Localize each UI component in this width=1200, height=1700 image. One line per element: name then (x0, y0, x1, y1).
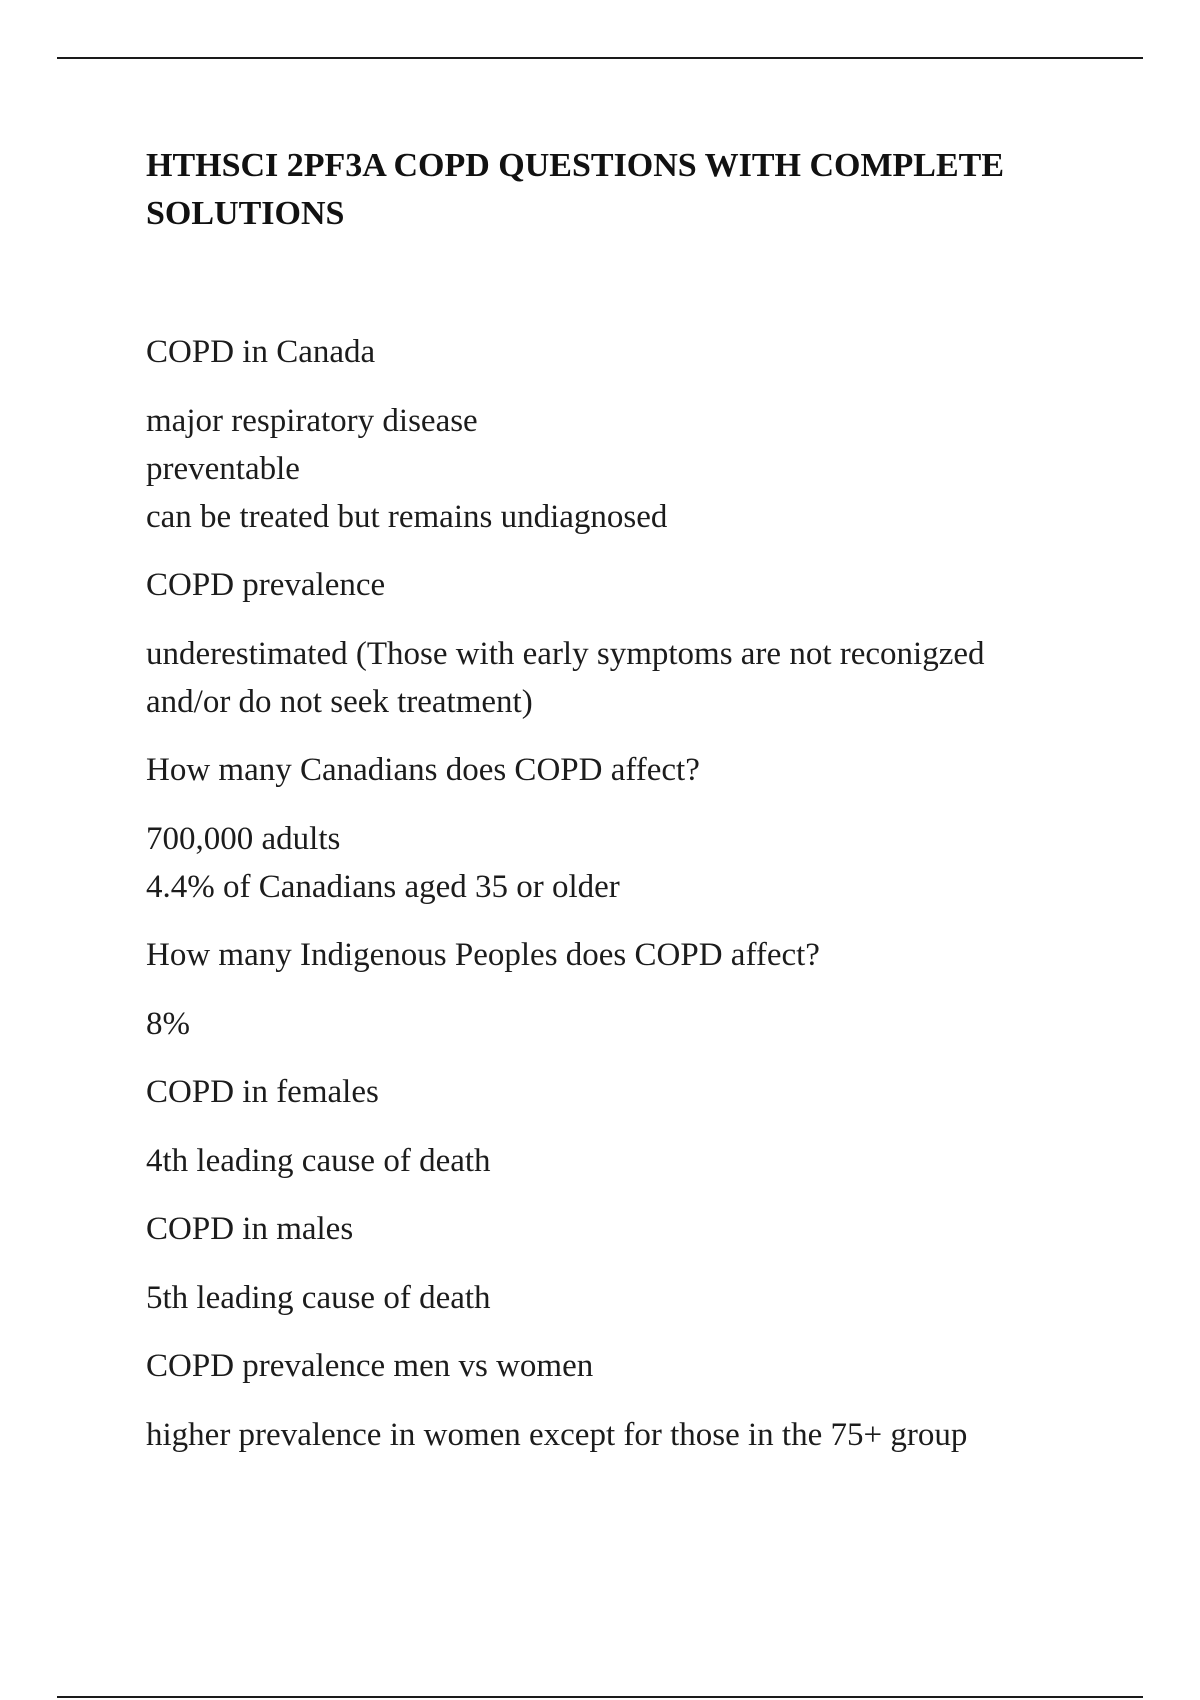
answer-line: preventable (146, 450, 300, 487)
answer-copd-prevalence (146, 630, 1106, 726)
document-title: HTHSCI 2PF3A COPD QUESTIONS WITH COMPLETE SOLUTIONS (146, 147, 1005, 232)
answer-copd-in-canada (146, 397, 1106, 541)
answer-prevalence-men-vs-women (146, 1411, 1106, 1459)
question-copd-in-females: COPD in females (146, 1074, 379, 1110)
question-indigenous-affected: How many Indigenous Peoples does COPD affect? (146, 937, 820, 973)
question-copd-in-males: COPD in males (146, 1211, 354, 1247)
answer-indigenous-affected (146, 1000, 1106, 1048)
answer-canadians-affected (146, 815, 1106, 911)
top-divider (57, 57, 1143, 59)
bottom-divider (57, 1696, 1143, 1698)
answer-line: 5th leading cause of death (146, 1279, 491, 1316)
answer-copd-in-females (146, 1137, 1106, 1185)
question-canadians-affected: How many Canadians does COPD affect? (146, 752, 700, 788)
answer-line: 4th leading cause of death (146, 1142, 491, 1179)
answer-line: higher prevalence in women except for those in the 75+ group (146, 1416, 968, 1453)
answer-line: can be treated but remains undiagnosed (146, 498, 668, 535)
answer-line: major respiratory disease (146, 402, 478, 439)
question-copd-prevalence: COPD prevalence (146, 567, 386, 603)
answer-line: 4.4% of Canadians aged 35 or older (146, 868, 620, 905)
answer-line: underestimated (Those with early symptoms are not reconigzed (146, 635, 985, 672)
question-copd-in-canada: COPD in Canada (146, 334, 376, 370)
answer-line: 700,000 adults (146, 820, 341, 857)
answer-copd-in-males (146, 1274, 1106, 1322)
qa-list (146, 328, 1106, 1479)
answer-line: and/or do not seek treatment) (146, 683, 533, 720)
question-prevalence-men-vs-women: COPD prevalence men vs women (146, 1348, 594, 1384)
answer-line: 8% (146, 1005, 190, 1042)
